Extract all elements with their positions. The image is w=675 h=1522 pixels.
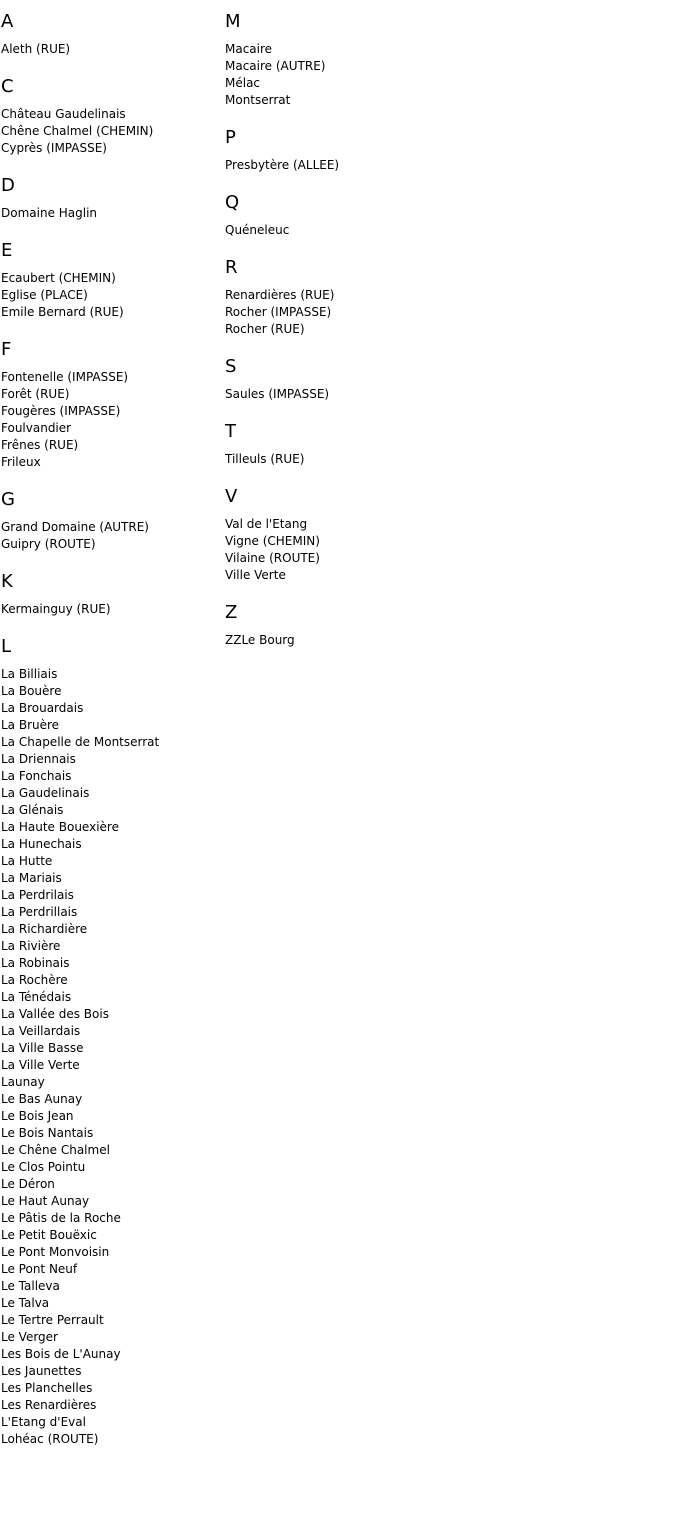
street-list-item bbox=[1, 955, 221, 972]
street-list-item bbox=[225, 567, 445, 584]
street-list-item bbox=[1, 41, 221, 58]
street-link[interactable]: La Ville Basse bbox=[1, 1041, 84, 1055]
letter-group-r bbox=[225, 257, 445, 338]
letter-group-m bbox=[225, 11, 445, 109]
street-list-item bbox=[1, 1227, 221, 1244]
street-list-item bbox=[225, 304, 445, 321]
letter-group-l bbox=[1, 636, 221, 1448]
street-link[interactable]: Guipry (ROUTE) bbox=[1, 537, 96, 551]
street-list bbox=[225, 222, 445, 239]
street-link[interactable]: Macaire (AUTRE) bbox=[225, 59, 326, 73]
street-list-item bbox=[1, 1074, 221, 1091]
street-link[interactable]: Les Bois de L'Aunay bbox=[1, 1347, 121, 1361]
letter-group-p bbox=[225, 127, 445, 174]
street-list-item bbox=[1, 1159, 221, 1176]
letter-heading: R bbox=[225, 257, 238, 278]
street-link[interactable]: Chêne Chalmel (CHEMIN) bbox=[1, 124, 154, 138]
letter-heading: L bbox=[1, 636, 12, 657]
street-link[interactable]: Val de l'Etang bbox=[225, 517, 308, 531]
street-link[interactable]: La Gaudelinais bbox=[1, 786, 90, 800]
street-list bbox=[1, 106, 221, 157]
street-link[interactable]: Le Bois Jean bbox=[1, 1109, 74, 1123]
street-link[interactable]: Tilleuls (RUE) bbox=[225, 452, 305, 466]
street-list bbox=[225, 41, 445, 109]
street-list-item bbox=[1, 140, 221, 157]
street-link[interactable]: Launay bbox=[1, 1075, 45, 1089]
street-link[interactable]: Fontenelle (IMPASSE) bbox=[1, 370, 129, 384]
street-link[interactable]: La Haute Bouexière bbox=[1, 820, 119, 834]
street-list-item bbox=[225, 157, 445, 174]
street-link[interactable]: Renardières (RUE) bbox=[225, 288, 335, 302]
street-list-item bbox=[1, 938, 221, 955]
street-link[interactable]: Le Talleva bbox=[1, 1279, 60, 1293]
street-link[interactable]: La Rochère bbox=[1, 973, 68, 987]
street-link[interactable]: Eglise (PLACE) bbox=[1, 288, 88, 302]
letter-heading: A bbox=[1, 11, 14, 32]
street-list-item bbox=[1, 870, 221, 887]
street-link[interactable]: Le Petit Bouëxic bbox=[1, 1228, 97, 1242]
street-list-item bbox=[1, 751, 221, 768]
street-list-item bbox=[1, 536, 221, 553]
street-link[interactable]: Le Talva bbox=[1, 1296, 50, 1310]
street-list bbox=[1, 270, 221, 321]
street-list-item bbox=[1, 437, 221, 454]
street-list-item bbox=[225, 516, 445, 533]
street-list-item bbox=[1, 304, 221, 321]
street-list-item bbox=[1, 1040, 221, 1057]
street-list-item bbox=[225, 75, 445, 92]
letter-group-q bbox=[225, 192, 445, 239]
street-link[interactable]: La Veillardais bbox=[1, 1024, 81, 1038]
street-link[interactable]: La Mariais bbox=[1, 871, 62, 885]
street-list-item bbox=[225, 386, 445, 403]
street-link[interactable]: La Chapelle de Montserrat bbox=[1, 735, 160, 749]
street-list-item bbox=[1, 1312, 221, 1329]
street-link[interactable]: Fougères (IMPASSE) bbox=[1, 404, 121, 418]
street-link[interactable]: Le Pâtis de la Roche bbox=[1, 1211, 121, 1225]
street-list-item bbox=[1, 519, 221, 536]
street-list-item bbox=[1, 1261, 221, 1278]
letter-group-z bbox=[225, 602, 445, 649]
street-list-item bbox=[225, 41, 445, 58]
street-link[interactable]: Les Jaunettes bbox=[1, 1364, 82, 1378]
letter-heading: V bbox=[225, 486, 238, 507]
street-list-item bbox=[1, 1176, 221, 1193]
street-list-item bbox=[1, 700, 221, 717]
street-list-item bbox=[1, 1278, 221, 1295]
street-list bbox=[225, 516, 445, 584]
letter-heading: K bbox=[1, 571, 13, 592]
letter-group-e bbox=[1, 240, 221, 321]
letter-heading: Q bbox=[225, 192, 240, 213]
letter-heading: D bbox=[1, 175, 15, 196]
street-link[interactable]: Lohéac (ROUTE) bbox=[1, 1432, 99, 1446]
street-list-item bbox=[1, 768, 221, 785]
street-list-item bbox=[1, 989, 221, 1006]
street-list-item bbox=[1, 921, 221, 938]
street-link[interactable]: La Driennais bbox=[1, 752, 76, 766]
street-list-item bbox=[1, 972, 221, 989]
street-list-item bbox=[1, 369, 221, 386]
street-list-item bbox=[1, 205, 221, 222]
street-list-item bbox=[1, 1295, 221, 1312]
street-list bbox=[225, 451, 445, 468]
letter-group-k bbox=[1, 571, 221, 618]
street-link[interactable]: La Glénais bbox=[1, 803, 64, 817]
street-list bbox=[1, 601, 221, 618]
street-list-item bbox=[1, 403, 221, 420]
street-link[interactable]: Le Bas Aunay bbox=[1, 1092, 83, 1106]
street-link[interactable]: La Perdrilais bbox=[1, 888, 74, 902]
street-list-item bbox=[1, 1125, 221, 1142]
street-list bbox=[225, 157, 445, 174]
letter-group-d bbox=[1, 175, 221, 222]
street-list bbox=[225, 287, 445, 338]
street-link[interactable]: La Bouère bbox=[1, 684, 62, 698]
street-link[interactable]: Le Haut Aunay bbox=[1, 1194, 90, 1208]
street-link[interactable]: Château Gaudelinais bbox=[1, 107, 126, 121]
street-list-item bbox=[1, 853, 221, 870]
street-list-item bbox=[225, 222, 445, 239]
street-list bbox=[1, 205, 221, 222]
street-list-item bbox=[1, 270, 221, 287]
street-list-item bbox=[1, 785, 221, 802]
street-list-item bbox=[1, 683, 221, 700]
street-list-item bbox=[1, 601, 221, 618]
street-link[interactable]: Le Chêne Chalmel bbox=[1, 1143, 110, 1157]
street-link[interactable]: La Ténédais bbox=[1, 990, 72, 1004]
street-link[interactable]: La Bruère bbox=[1, 718, 60, 732]
letter-heading: S bbox=[225, 356, 237, 377]
street-link[interactable]: La Vallée des Bois bbox=[1, 1007, 109, 1021]
street-list-item bbox=[1, 287, 221, 304]
street-index-left-column bbox=[1, 0, 221, 1448]
street-link[interactable]: Presbytère (ALLEE) bbox=[225, 158, 340, 172]
street-link[interactable]: Les Planchelles bbox=[1, 1381, 93, 1395]
street-list-item bbox=[225, 632, 445, 649]
street-list-item bbox=[225, 550, 445, 567]
street-link[interactable]: Le Pont Neuf bbox=[1, 1262, 78, 1276]
street-list-item bbox=[225, 451, 445, 468]
street-list-item bbox=[1, 454, 221, 471]
street-link[interactable]: La Fonchais bbox=[1, 769, 72, 783]
street-list-item bbox=[225, 58, 445, 75]
street-list-item bbox=[1, 717, 221, 734]
street-link[interactable]: Grand Domaine (AUTRE) bbox=[1, 520, 149, 534]
street-link[interactable]: La Billiais bbox=[1, 667, 58, 681]
street-link[interactable]: Le Verger bbox=[1, 1330, 58, 1344]
street-list-item bbox=[1, 1057, 221, 1074]
street-link[interactable]: Le Déron bbox=[1, 1177, 55, 1191]
street-list-item bbox=[225, 321, 445, 338]
street-link[interactable]: La Hunechais bbox=[1, 837, 82, 851]
street-link[interactable]: Le Clos Pointu bbox=[1, 1160, 86, 1174]
street-list-item bbox=[1, 836, 221, 853]
street-list-item bbox=[1, 106, 221, 123]
street-link[interactable]: Vigne (CHEMIN) bbox=[225, 534, 320, 548]
street-list bbox=[1, 41, 221, 58]
street-link[interactable]: La Richardière bbox=[1, 922, 88, 936]
letter-heading: T bbox=[225, 421, 236, 442]
street-link[interactable]: Foulvandier bbox=[1, 421, 72, 435]
letter-heading: F bbox=[1, 339, 12, 360]
street-link[interactable]: La Ville Verte bbox=[1, 1058, 80, 1072]
letter-group-g bbox=[1, 489, 221, 553]
street-list-item bbox=[1, 123, 221, 140]
street-link[interactable]: Mélac bbox=[225, 76, 261, 90]
street-link[interactable]: Domaine Haglin bbox=[1, 206, 98, 220]
street-list bbox=[1, 666, 221, 1448]
street-list-item bbox=[1, 420, 221, 437]
street-link[interactable]: La Rivière bbox=[1, 939, 61, 953]
street-list bbox=[1, 369, 221, 471]
letter-heading: E bbox=[1, 240, 13, 261]
street-link[interactable]: La Perdrillais bbox=[1, 905, 78, 919]
street-link[interactable]: Le Bois Nantais bbox=[1, 1126, 94, 1140]
street-list-item bbox=[1, 1006, 221, 1023]
street-list-item bbox=[1, 1142, 221, 1159]
street-link[interactable]: Montserrat bbox=[225, 93, 291, 107]
street-list-item bbox=[1, 1329, 221, 1346]
letter-group-c bbox=[1, 76, 221, 157]
street-link[interactable]: La Brouardais bbox=[1, 701, 84, 715]
letter-heading: P bbox=[225, 127, 236, 148]
street-list bbox=[1, 519, 221, 553]
street-list-item bbox=[1, 802, 221, 819]
street-link[interactable]: L'Etang d'Eval bbox=[1, 1415, 86, 1429]
letter-group-s bbox=[225, 356, 445, 403]
street-list bbox=[225, 386, 445, 403]
street-link[interactable]: ZZLe Bourg bbox=[225, 633, 295, 647]
street-list bbox=[225, 632, 445, 649]
street-list-item bbox=[1, 819, 221, 836]
street-list-item bbox=[1, 1210, 221, 1227]
street-link[interactable]: Vilaine (ROUTE) bbox=[225, 551, 320, 565]
street-list-item bbox=[1, 887, 221, 904]
street-list-item bbox=[225, 92, 445, 109]
street-link[interactable]: Quéneleuc bbox=[225, 223, 290, 237]
street-list-item bbox=[1, 904, 221, 921]
street-list-item bbox=[1, 666, 221, 683]
letter-heading: M bbox=[225, 11, 241, 32]
street-index-right-column bbox=[225, 0, 445, 649]
street-list-item bbox=[1, 1363, 221, 1380]
street-link[interactable]: La Hutte bbox=[1, 854, 53, 868]
letter-group-a bbox=[1, 11, 221, 58]
street-list-item bbox=[1, 1397, 221, 1414]
letter-heading: G bbox=[1, 489, 15, 510]
letter-group-f bbox=[1, 339, 221, 471]
street-link[interactable]: Saules (IMPASSE) bbox=[225, 387, 330, 401]
street-list-item bbox=[1, 1244, 221, 1261]
street-link[interactable]: Frênes (RUE) bbox=[1, 438, 79, 452]
street-list-item bbox=[1, 1431, 221, 1448]
letter-group-t bbox=[225, 421, 445, 468]
street-link[interactable]: Ville Verte bbox=[225, 568, 286, 582]
street-list-item bbox=[1, 386, 221, 403]
street-link[interactable]: Rocher (RUE) bbox=[225, 322, 305, 336]
street-link[interactable]: Rocher (IMPASSE) bbox=[225, 305, 332, 319]
street-list-item bbox=[1, 1091, 221, 1108]
street-list-item bbox=[1, 1346, 221, 1363]
letter-heading: C bbox=[1, 76, 14, 97]
street-list-item bbox=[1, 1380, 221, 1397]
street-link[interactable]: Forêt (RUE) bbox=[1, 387, 70, 401]
street-link[interactable]: Kermainguy (RUE) bbox=[1, 602, 111, 616]
street-link[interactable]: Ecaubert (CHEMIN) bbox=[1, 271, 116, 285]
street-link[interactable]: Frileux bbox=[1, 455, 41, 469]
street-list-item bbox=[1, 734, 221, 751]
street-list-item bbox=[1, 1414, 221, 1431]
street-link[interactable]: Cyprès (IMPASSE) bbox=[1, 141, 107, 155]
street-list-item bbox=[1, 1108, 221, 1125]
street-list-item bbox=[1, 1193, 221, 1210]
street-link[interactable]: Le Tertre Perrault bbox=[1, 1313, 104, 1327]
street-link[interactable]: Macaire bbox=[225, 42, 273, 56]
street-link[interactable]: Les Renardières bbox=[1, 1398, 97, 1412]
street-list-item bbox=[225, 533, 445, 550]
letter-group-v bbox=[225, 486, 445, 584]
letter-heading: Z bbox=[225, 602, 238, 623]
street-link[interactable]: La Robinais bbox=[1, 956, 70, 970]
street-list-item bbox=[1, 1023, 221, 1040]
street-link[interactable]: Emile Bernard (RUE) bbox=[1, 305, 124, 319]
street-link[interactable]: Aleth (RUE) bbox=[1, 42, 71, 56]
street-link[interactable]: Le Pont Monvoisin bbox=[1, 1245, 110, 1259]
street-list-item bbox=[225, 287, 445, 304]
